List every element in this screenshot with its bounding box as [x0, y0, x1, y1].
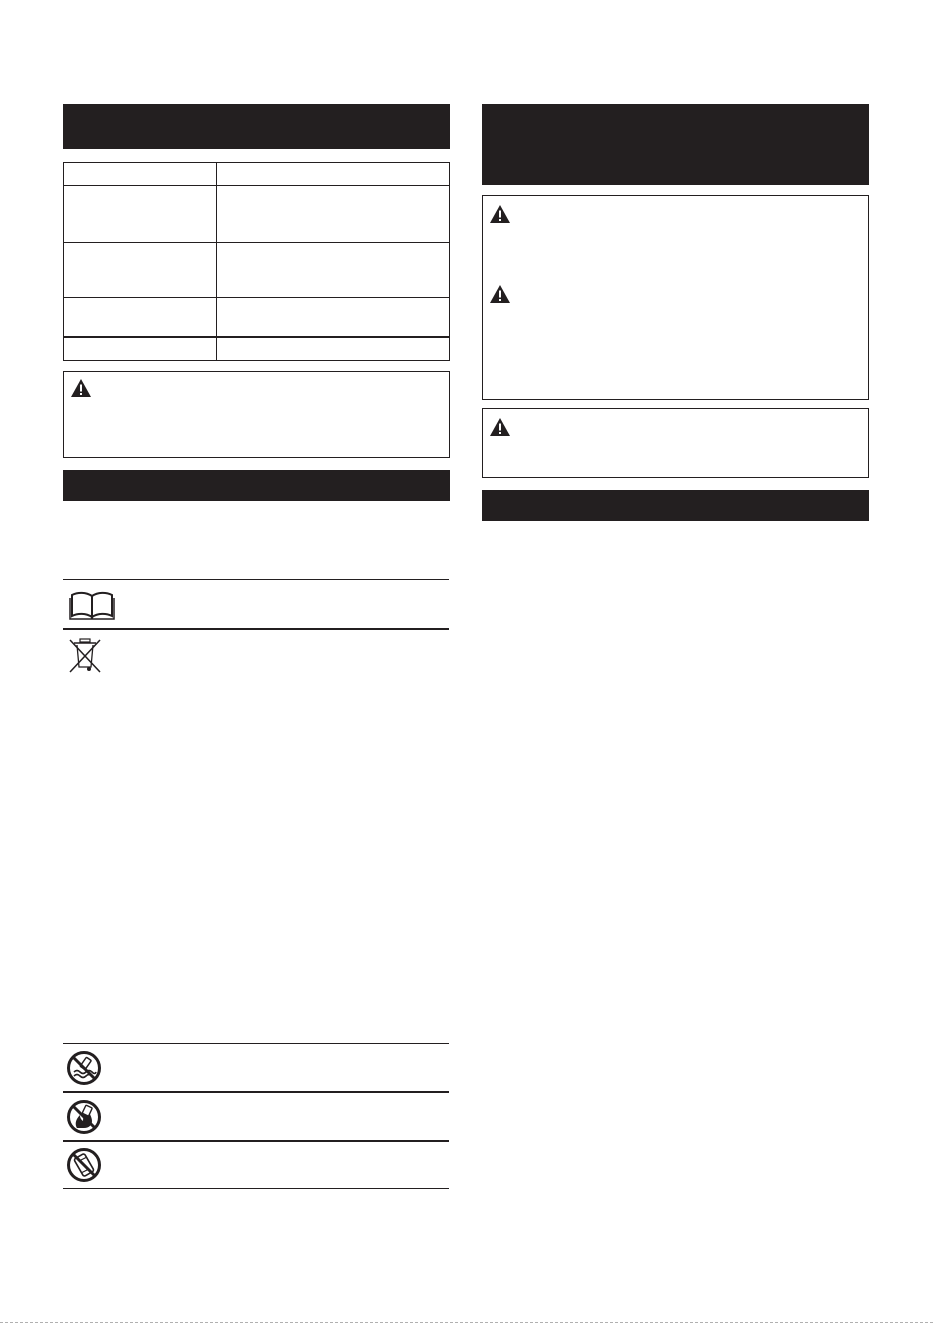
- symbol-row-divider: [63, 1140, 449, 1142]
- read-manual-book-icon: [69, 590, 115, 620]
- specifications-heading-bar: [63, 104, 450, 149]
- section-heading-bar: [482, 490, 869, 521]
- warning-box: [63, 371, 450, 458]
- symbol-row-divider: [63, 579, 449, 580]
- warning-triangle-icon: [489, 204, 511, 224]
- specifications-table-frame: [63, 162, 450, 361]
- no-fire-icon: [66, 1099, 102, 1135]
- page-bottom-edge: [0, 1322, 933, 1323]
- symbol-row-divider: [63, 1091, 449, 1093]
- no-water-icon: [66, 1050, 102, 1086]
- safety-heading-bar: [482, 104, 869, 185]
- warning-box: [482, 195, 869, 400]
- table-row-divider: [63, 297, 450, 298]
- warning-triangle-icon: [70, 378, 92, 398]
- symbol-row-divider: [63, 1043, 449, 1044]
- symbol-row-divider: [63, 628, 449, 630]
- table-row-divider: [63, 336, 450, 338]
- symbol-row-divider: [63, 1188, 449, 1189]
- table-column-divider: [216, 162, 217, 361]
- table-row-divider: [63, 242, 450, 243]
- warning-box: [482, 408, 869, 478]
- crossed-out-wheeled-bin-icon: [67, 636, 103, 674]
- table-row-divider: [63, 185, 450, 186]
- warning-triangle-icon: [489, 284, 511, 304]
- warning-triangle-icon: [489, 417, 511, 437]
- symbols-heading-bar: [63, 470, 450, 501]
- no-disassemble-icon: [66, 1147, 102, 1183]
